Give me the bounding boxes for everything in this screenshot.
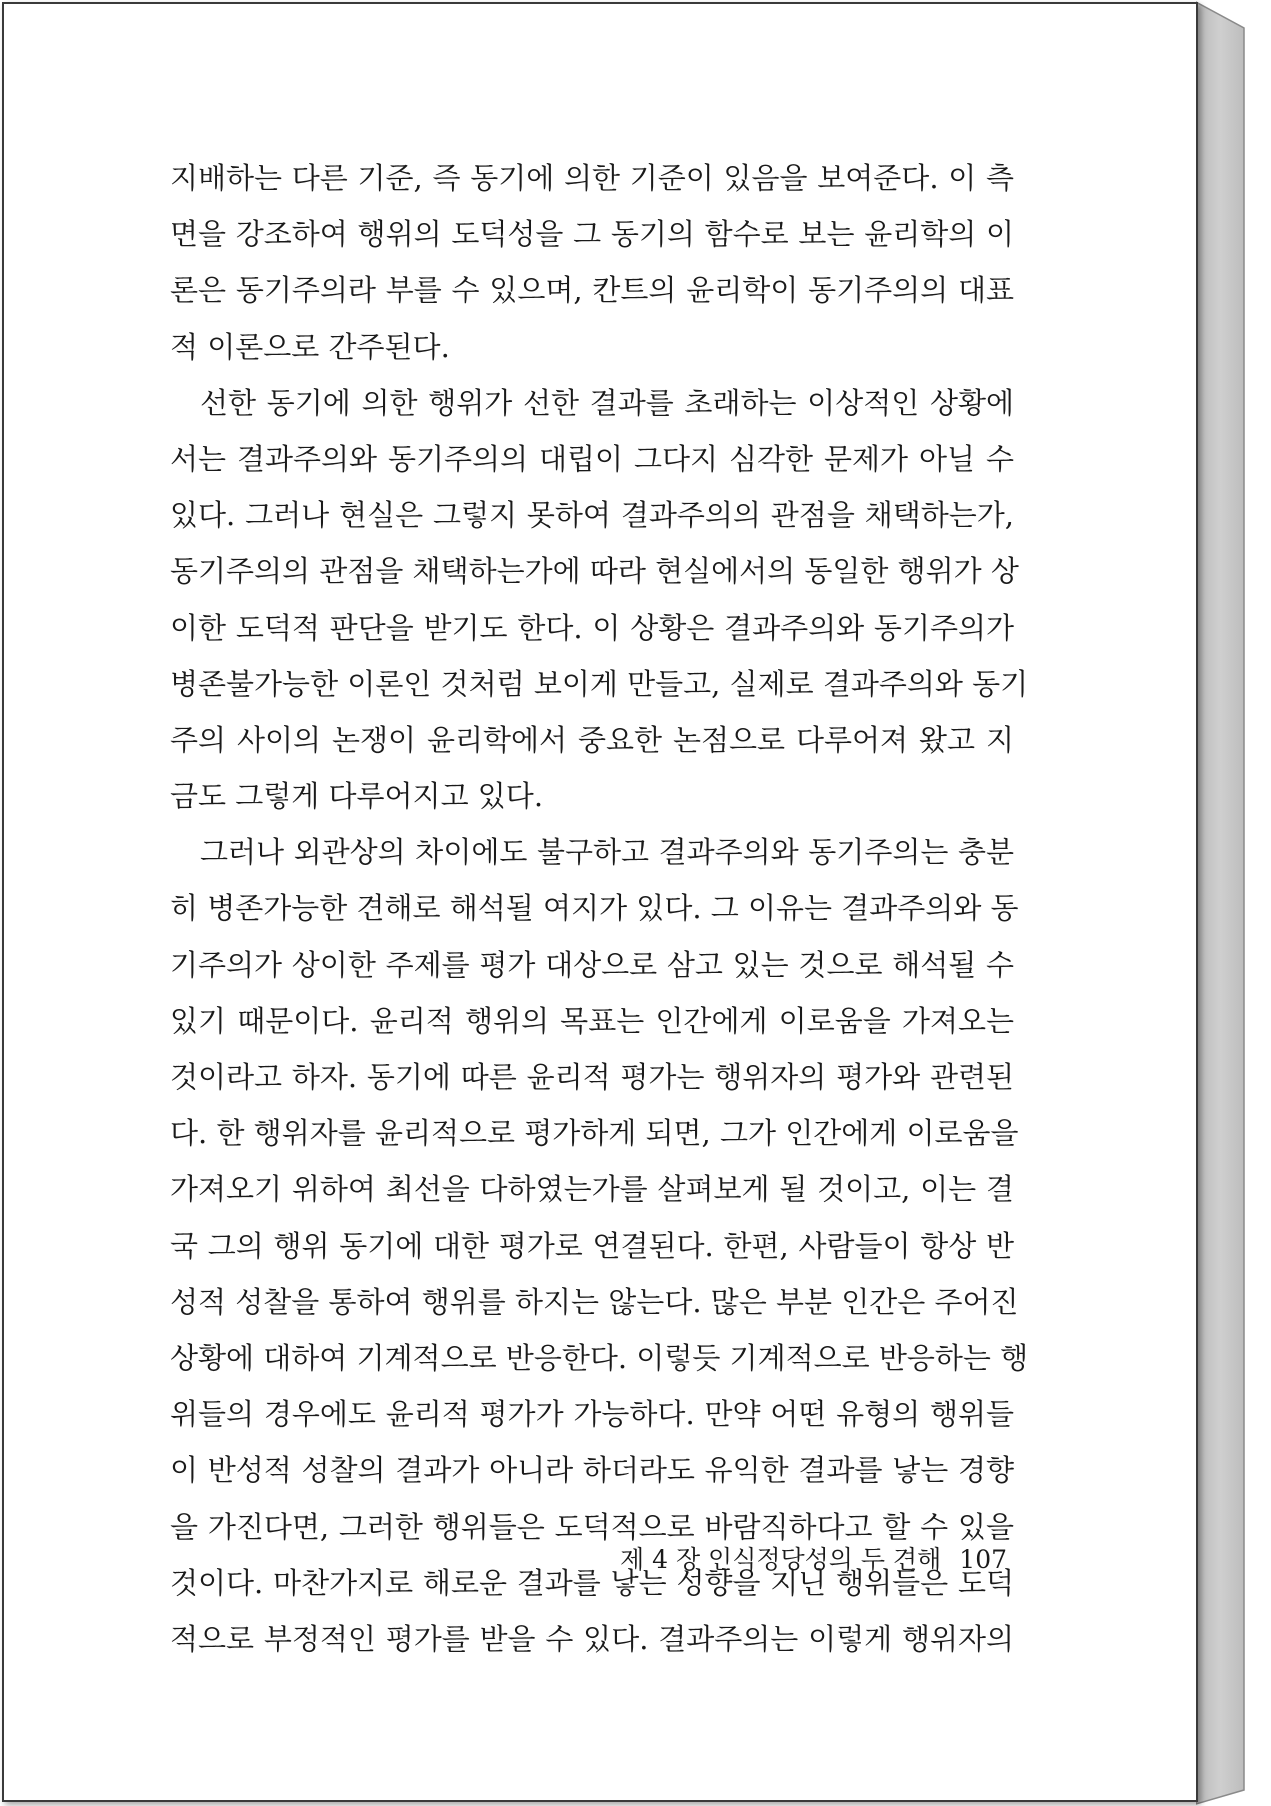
running-footer [620,1540,1015,1580]
text-line: 성적 성찰을 통하여 행위를 하지는 않는다. 많은 부분 인간은 주어진 [170,1284,1019,1319]
text-line: 동기주의의 관점을 채택하는가에 따라 현실에서의 동일한 행위가 상 [170,554,1019,589]
text-line: 것이라고 하자. 동기에 따른 윤리적 평가는 행위자의 평가와 관련된 [170,1060,1014,1094]
text-line: 그러나 외관상의 차이에도 불구하고 결과주의와 동기주의는 충분 [200,835,1014,870]
book-spine-edge [1196,0,1270,1806]
text-line: 면을 강조하여 행위의 도덕성을 그 동기의 함수로 보는 윤리학의 이 [170,217,1014,252]
text-line: 지배하는 다른 기준, 즉 동기에 의한 기준이 있음을 보여준다. 이 측 [170,161,1014,195]
text-line: 가져오기 위하여 최선을 다하였는가를 살펴보게 될 것이고, 이는 결 [170,1172,1014,1207]
text-line: 적 이론으로 간주된다. [170,329,450,364]
chapter-title: 제 4 장 인식정당성의 두 견해 [620,1545,942,1574]
text-line: 있기 때문이다. 윤리적 행위의 목표는 인간에게 이로움을 가져오는 [170,1003,1014,1038]
text-line: 이 반성적 성찰의 결과가 아니라 하더라도 유익한 결과를 낳는 경향 [170,1453,1014,1488]
text-line: 론은 동기주의라 부를 수 있으며, 칸트의 윤리학이 동기주의의 대표 [170,273,1014,308]
text-line: 국 그의 행위 동기에 대한 평가로 연결된다. 한편, 사람들이 항상 반 [170,1228,1014,1263]
text-line: 서는 결과주의와 동기주의의 대립이 그다지 심각한 문제가 아닐 수 [170,441,1014,476]
text-line: 적으로 부정적인 평가를 받을 수 있다. 결과주의는 이렇게 행위자의 [170,1621,1014,1656]
text-line: 있다. 그러나 현실은 그렇지 못하여 결과주의의 관점을 채택하는가, [170,498,1014,533]
body-text [170,150,1029,1667]
text-line: 위들의 경우에도 윤리적 평가가 가능하다. 만약 어떤 유형의 행위들 [170,1397,1014,1432]
page-number: 107 [959,1545,1008,1574]
text-line: 다. 한 행위자를 윤리적으로 평가하게 되면, 그가 인간에게 이로움을 [170,1116,1019,1151]
text-line: 을 가진다면, 그러한 행위들은 도덕적으로 바람직하다고 할 수 있을 [170,1509,1014,1544]
text-line: 금도 그렇게 다루어지고 있다. [170,779,544,814]
text-line: 것이다. 마찬가지로 해로운 결과를 낳는 성향을 지닌 행위들은 도덕 [170,1565,1014,1600]
text-line: 주의 사이의 논쟁이 윤리학에서 중요한 논점으로 다루어져 왔고 지 [170,722,1014,757]
text-line: 기주의가 상이한 주제를 평가 대상으로 삼고 있는 것으로 해석될 수 [170,947,1014,982]
text-line: 히 병존가능한 견해로 해석될 여지가 있다. 그 이유는 결과주의와 동 [170,891,1019,926]
text-line: 병존불가능한 이론인 것처럼 보이게 만들고, 실제로 결과주의와 동기 [170,666,1029,701]
text-line: 선한 동기에 의한 행위가 선한 결과를 초래하는 이상적인 상황에 [200,385,1014,420]
text-line: 상황에 대하여 기계적으로 반응한다. 이렇듯 기계적으로 반응하는 행 [170,1340,1029,1375]
text-line: 이한 도덕적 판단을 받기도 한다. 이 상황은 결과주의와 동기주의가 [170,610,1014,645]
